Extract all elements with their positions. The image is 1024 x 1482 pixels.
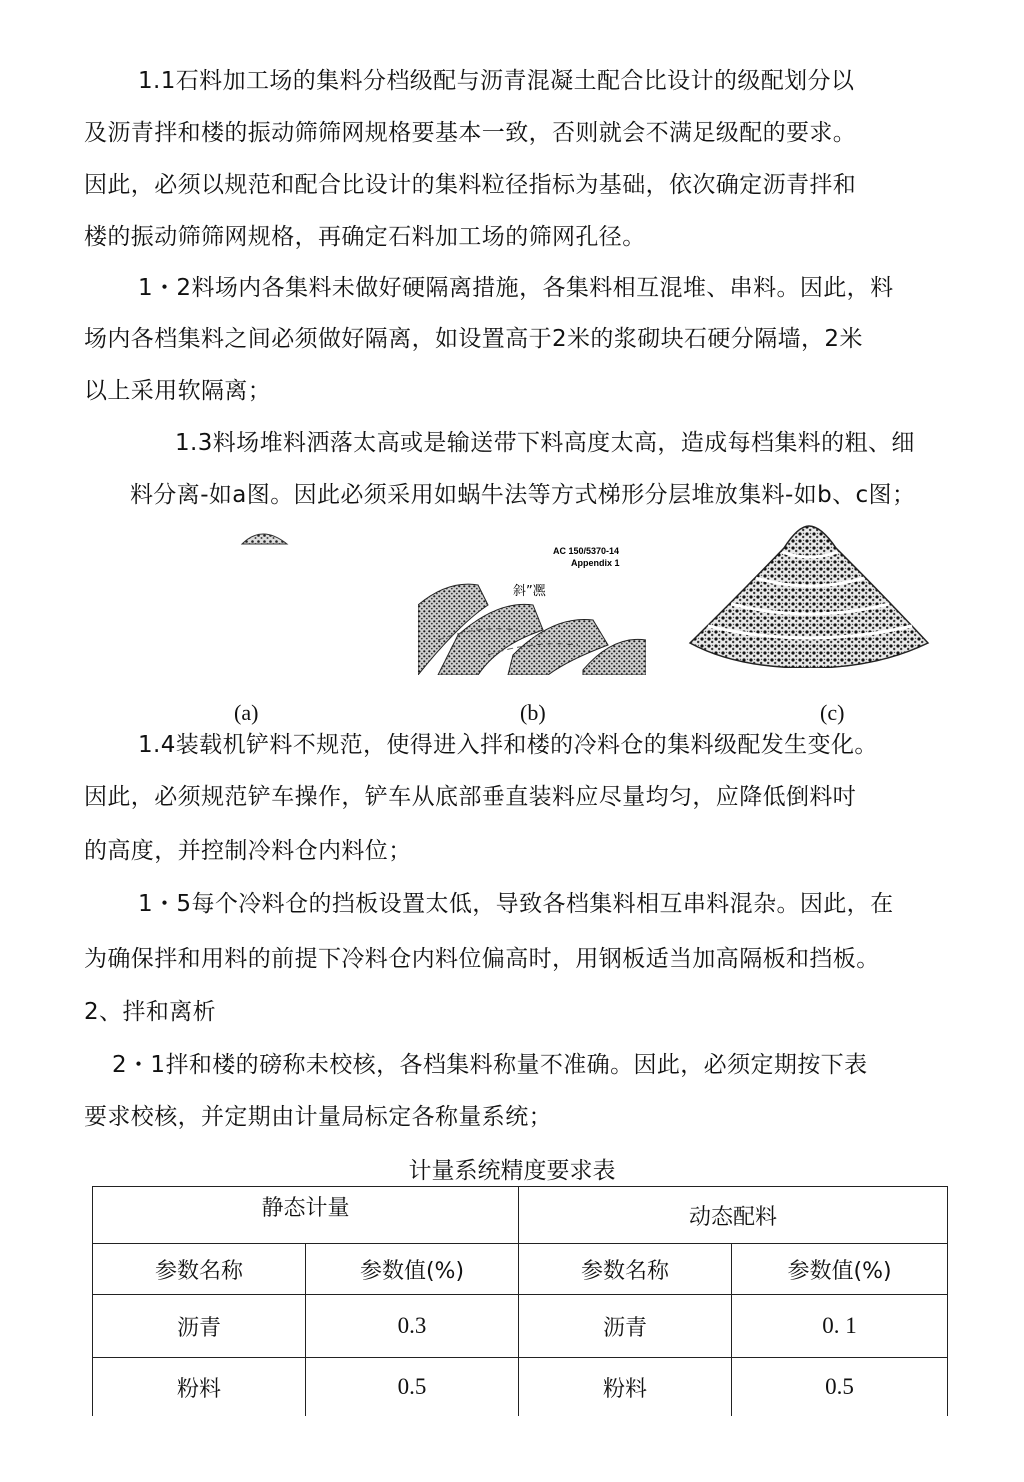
section-heading: 2、拌和离析 <box>84 999 217 1025</box>
figure-b-label-2: Appendix 1 <box>571 558 620 568</box>
figure-b-caption: (b) <box>520 700 546 725</box>
paragraph-line: 2・1拌和楼的磅称未校核，各档集料称量不准确。因此，必须定期按下表 <box>112 1052 868 1078</box>
paragraph-line: 料分离-如a图。因此必须采用如蜗牛法等方式梯形分层堆放集料-如b、c图； <box>130 482 916 508</box>
paragraph-line: 因此，必须以规范和配合比设计的集料粒径指标为基础，依次确定沥青拌和 <box>84 172 857 198</box>
table-group-header-row <box>93 1187 948 1244</box>
paragraph-line: 楼的振动筛筛网规格，再确定石料加工场的筛网孔径。 <box>84 224 646 250</box>
figure-a-caption: (a) <box>234 700 259 725</box>
group-header-static: 静态计量 <box>93 1187 519 1244</box>
column-header: 参数名称 <box>519 1244 732 1295</box>
figure-a-image <box>137 522 367 552</box>
column-header: 参数名称 <box>93 1244 306 1295</box>
table-row <box>93 1295 948 1358</box>
table-title: 计量系统精度要求表 <box>408 1158 616 1184</box>
paragraph-line: 以上采用软隔离； <box>84 378 272 404</box>
paragraph-line: 为确保拌和用料的前提下冷料仓内料位偏高时，用钢板适当加高隔板和挡板。 <box>84 946 880 972</box>
table-cell: 0.3 <box>306 1295 519 1358</box>
table-cell: 0.5 <box>306 1358 519 1417</box>
figure-b-label-1: AC 150/5370-14 <box>553 546 620 556</box>
paragraph-line: 1.3料场堆料洒落太高或是输送带下料高度太高，造成每档集料的粗、细 <box>175 430 915 456</box>
table-cell: 沥青 <box>93 1295 306 1358</box>
figure-b-image <box>418 545 646 675</box>
figure-b-center-text: 斜”凞 <box>513 584 546 599</box>
table-cell: 0.5 <box>732 1358 948 1417</box>
paragraph-line: 1・5每个冷料仓的挡板设置太低，导致各档集料相互串料混杂。因此，在 <box>138 891 894 917</box>
figure-c-image <box>686 518 932 668</box>
figure-c-caption: (c) <box>820 700 845 725</box>
group-header-dynamic: 动态配料 <box>519 1187 948 1244</box>
paragraph-line: 的高度，并控制冷料仓内料位； <box>84 838 412 864</box>
table-cell: 粉料 <box>519 1358 732 1417</box>
table-row <box>93 1358 948 1417</box>
precision-requirements-table <box>92 1186 948 1416</box>
paragraph-line: 1.4装载机铲料不规范，使得进入拌和楼的冷料仓的集料级配发生变化。 <box>138 732 878 758</box>
table-cell: 粉料 <box>93 1358 306 1417</box>
paragraph-line: 要求校核，并定期由计量局标定各称量系统； <box>84 1104 552 1130</box>
table-cell: 沥青 <box>519 1295 732 1358</box>
table-cell: 0. 1 <box>732 1295 948 1358</box>
paragraph-line: 及沥青拌和楼的振动筛筛网规格要基本一致，否则就会不满足级配的要求。 <box>84 120 857 146</box>
paragraph-line: 1・2料场内各集料未做好硬隔离措施，各集料相互混堆、串料。因此，料 <box>138 275 894 301</box>
paragraph-line: 1.1石料加工场的集料分档级配与沥青混凝土配合比设计的级配划分以 <box>138 68 855 94</box>
paragraph-line: 因此，必须规范铲车操作，铲车从底部垂直装料应尽量均匀，应降低倒料吋 <box>84 784 857 810</box>
paragraph-line: 场内各档集料之间必须做好隔离，如设置高于2米的浆砌块石硬分隔墙，2米 <box>84 326 863 352</box>
column-header: 参数值(%) <box>306 1244 519 1295</box>
column-header: 参数值(%) <box>732 1244 948 1295</box>
table-column-header-row <box>93 1244 948 1295</box>
